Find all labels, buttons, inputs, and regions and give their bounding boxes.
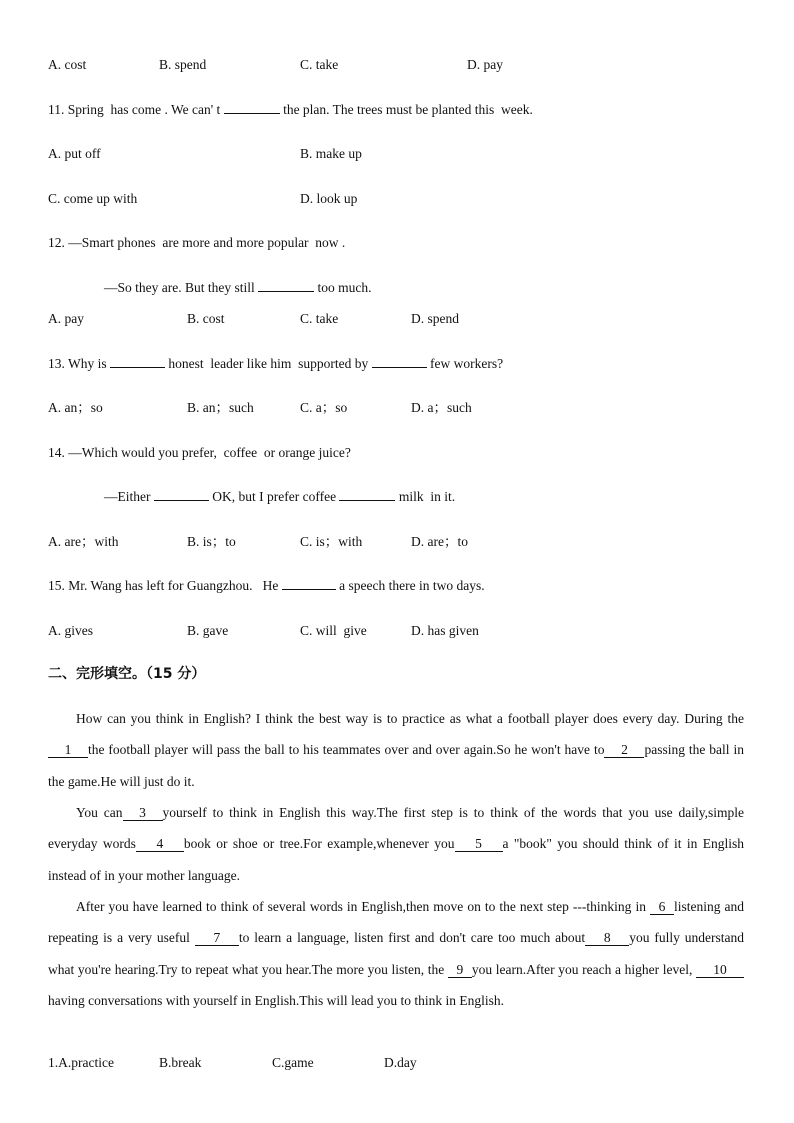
q10-option-c: C. take bbox=[300, 57, 339, 72]
cloze-q1-option-a: 1.A.practice bbox=[48, 1055, 114, 1070]
q14-blank-1 bbox=[154, 488, 209, 501]
cloze-blank-7: 7 bbox=[195, 931, 239, 946]
q11-blank bbox=[224, 101, 280, 114]
q13-option-a: A. an；so bbox=[48, 400, 103, 415]
q12-option-d: D. spend bbox=[411, 311, 459, 326]
q12-stem: 12. —Smart phones are more and more popular now . bbox=[48, 235, 346, 250]
q11-option-a: A. put off bbox=[48, 146, 101, 161]
q14-option-d: D. are；to bbox=[411, 534, 468, 549]
q11-option-d: D. look up bbox=[300, 191, 358, 206]
q13-option-b: B. an；such bbox=[187, 400, 254, 415]
q15-stem: 15. Mr. Wang has left for Guangzhou. He a speech there in two days. bbox=[48, 578, 485, 593]
q13-option-c: C. a；so bbox=[300, 400, 348, 415]
q15-blank bbox=[282, 577, 336, 590]
q12-option-b: B. cost bbox=[187, 311, 225, 326]
q11-option-c: C. come up with bbox=[48, 191, 138, 206]
q15-option-a: A. gives bbox=[48, 623, 93, 638]
q14-blank-2 bbox=[339, 488, 395, 501]
cloze-blank-10: 10 bbox=[696, 963, 744, 978]
q10-option-b: B. spend bbox=[159, 57, 207, 72]
q14-reply: —Either OK, but I prefer coffee milk in it. bbox=[104, 489, 456, 504]
cloze-paragraph-2: You can 3 yourself to think in English this way.The first step is to think of the words that you use daily,simple everyday words 4 book or shoe or tree.For example,whenever you 5 a "book" you should think of it in English instead of in your mother language. bbox=[48, 805, 744, 883]
q13-option-d: D. a；such bbox=[411, 400, 472, 415]
q11-option-b: B. make up bbox=[300, 146, 362, 161]
q14-stem: 14. —Which would you prefer, coffee or orange juice? bbox=[48, 445, 351, 460]
q14-option-a: A. are；with bbox=[48, 534, 119, 549]
cloze-blank-1: 1 bbox=[48, 743, 88, 758]
q12-option-c: C. take bbox=[300, 311, 339, 326]
q15-option-d: D. has given bbox=[411, 623, 479, 638]
q12-blank bbox=[258, 279, 314, 292]
cloze-paragraph-3: After you have learned to think of several words in English,then move on to the next step ---thinking in 6 listening and repeating is a very useful 7 to learn a language, listen first and don't care too much about 8 you fully understand what you're hearing.Try to repeat what you hear.The more you listen, the 9 you learn.After you reach a higher level, 10having conversations with yourself in English.This will lead you to think in English. bbox=[48, 899, 745, 1008]
cloze-q1-option-d: D.day bbox=[384, 1055, 417, 1070]
q14-option-b: B. is；to bbox=[187, 534, 236, 549]
cloze-blank-8: 8 bbox=[585, 931, 629, 946]
q13-blank-2 bbox=[372, 355, 427, 368]
q13-stem: 13. Why is honest leader like him supported by few workers? bbox=[48, 356, 504, 371]
q10-option-a: A. cost bbox=[48, 57, 87, 72]
q14-option-c: C. is；with bbox=[300, 534, 363, 549]
cloze-q1-option-c: C.game bbox=[272, 1055, 314, 1070]
q10-option-d: D. pay bbox=[467, 57, 503, 72]
cloze-blank-6: 6 bbox=[650, 900, 674, 915]
cloze-blank-5: 5 bbox=[455, 837, 503, 852]
cloze-blank-9: 9 bbox=[448, 963, 472, 978]
cloze-blank-2: 2 bbox=[604, 743, 644, 758]
q13-blank-1 bbox=[110, 355, 165, 368]
q15-option-c: C. will give bbox=[300, 623, 367, 638]
q12-option-a: A. pay bbox=[48, 311, 84, 326]
section-2-heading: 二、完形填空。（15 分） bbox=[48, 666, 206, 682]
cloze-blank-4: 4 bbox=[136, 837, 184, 852]
q12-reply: —So they are. But they still too much. bbox=[104, 280, 372, 295]
cloze-paragraph-1: How can you think in English? I think the best way is to practice as what a football player does every day. During the1 the football player will pass the ball to his teammates over and over again.So he won't have to 2 passing the ball in the game.He will just do it. bbox=[48, 711, 744, 789]
q15-option-b: B. gave bbox=[187, 623, 229, 638]
cloze-blank-3: 3 bbox=[123, 806, 163, 821]
q11-stem: 11. Spring has come . We can' t the plan. The trees must be planted this week. bbox=[48, 102, 533, 117]
cloze-q1-option-b: B.break bbox=[159, 1055, 202, 1070]
